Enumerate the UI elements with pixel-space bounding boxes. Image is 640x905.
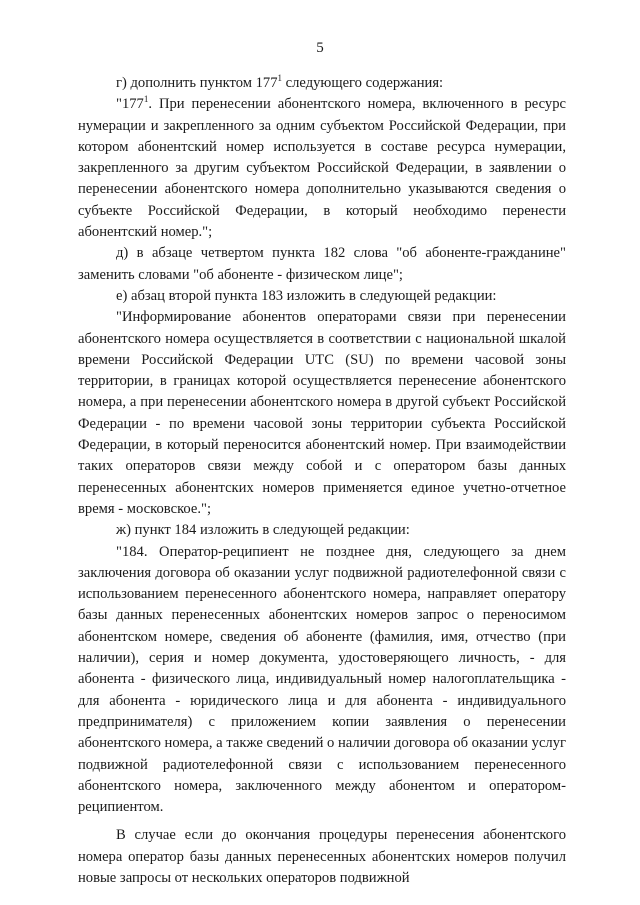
- paragraph-item-d: д) в абзаце четвертом пункта 182 слова "об абоненте-гражданине" заменить словами "об абоненте - физическом лице";: [78, 245, 566, 283]
- superscript: 1: [277, 73, 283, 84]
- paragraph-quote-184: "184. Оператор-реципиент не позднее дня, следующего за днем заключения договора об оказании услуг подвижной радиотелефонной связи с использованием перенесенного абонентского номера, направляет оператору базы данных перенесенных абонентских номеров запрос о переносимом абонентском номере, сведения об абоненте (фамилия, имя, отчество (при наличии), серия и номер документа, удостоверяющего личность, - для абонента - физического лица, индивидуальный номер налогоплательщика - для абонента - юридического лица и для абонента - индивидуального предпринимателя) с приложением копии заявления о перенесении абонентского номера, а также сведений о наличии договора об оказании услуг подвижной радиотелефонной связи с использованием перенесенного абонентского номера, заключенного между абонентом и оператором-реципиентом.: [78, 543, 566, 816]
- paragraph-text: "177: [116, 96, 144, 113]
- paragraph-item-e: е) абзац второй пункта 183 изложить в следующей редакции:: [116, 287, 497, 304]
- document-body: [78, 73, 566, 889]
- paragraph-quote-177-1: [78, 94, 566, 243]
- paragraph-item-zh: ж) пункт 184 изложить в следующей редакции:: [116, 522, 410, 539]
- page-number: 5: [316, 40, 324, 56]
- paragraph-quote-183: "Информирование абонентов операторами связи при перенесении абонентского номера осуществляется в соответствии с национальной шкалой времени Российской Федерации UTC (SU) по времени часовой зоны территории, в границах которой осуществляется перенесение абонентского номера, а при перенесении абонентского номера в другой субъект Российской Федерации - по времени часовой зоны территории субъекта Российской Федерации, в который переносится абонентский номер. При взаимодействии таких операторов связи между собой и с оператором базы данных перенесенных абонентских номеров применяется единое учетно-отчетное время - московское.";: [78, 309, 566, 517]
- paragraph-item-g: [78, 73, 566, 94]
- paragraph-text: . При перенесении абонентского номера, включенного в ресурс нумерации и закрепленного за одним субъектом Российской Федерации, при котором абонентский номер используется в составе ресурса нумерации, закрепленного за другим субъектом Российской Федерации, в заявлении о перенесении абонентского номера дополнительно указываются сведения о субъекте Российской Федерации, в который необходимо перенести абонентский номер.";: [78, 96, 566, 241]
- paragraph-text: г) дополнить пунктом 177: [116, 75, 278, 91]
- paragraph-text: следующего содержания:: [282, 75, 444, 91]
- superscript: 1: [143, 94, 149, 105]
- paragraph-case: В случае если до окончания процедуры перенесения абонентского номера оператор базы данных перенесенных абонентских номеров получил новые запросы от нескольких операторов подвижной: [78, 827, 566, 886]
